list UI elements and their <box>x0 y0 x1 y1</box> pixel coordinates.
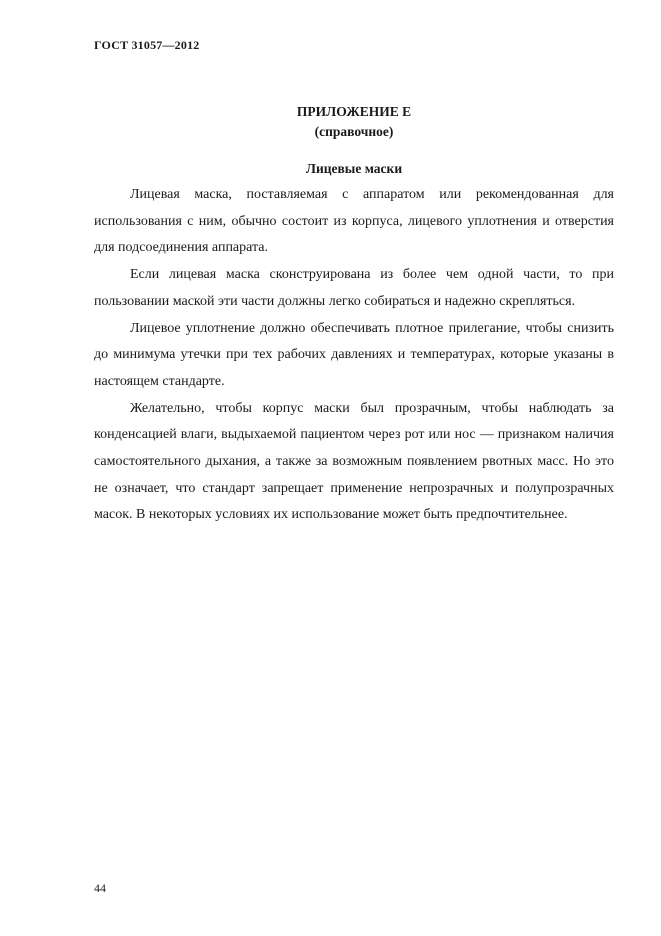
paragraph-2: Если лицевая маска сконструирована из более чем одной части, то при пользовании маской эти части должны легко собираться и надежно скрепляться. <box>94 267 614 309</box>
appendix-subtitle: (справочное) <box>314 124 394 139</box>
paragraph-4: Желательно, чтобы корпус маски был прозрачным, чтобы наблюдать за конденсацией влаги, выдыхаемой пациентом через рот или нос — признаком наличия самостоятельного дыхания, а также за возможным появлением рвотных масс. Но это не означает, что стандарт запрещает применение непрозрачных и полупрозрачных масок. В некоторых условиях их использование может быть предпочтительнее. <box>94 400 614 523</box>
document-code-header: ГОСТ 31057—2012 <box>94 38 200 52</box>
body-text <box>94 182 614 529</box>
page-number: 44 <box>94 881 106 895</box>
paragraph-1: Лицевая маска, поставляемая с аппаратом или рекомендованная для использования с ним, обычно состоит из корпуса, лицевого уплотнения и отверстия для подсоединения аппарата. <box>94 187 614 256</box>
appendix-title: ПРИЛОЖЕНИЕ Е <box>296 104 412 119</box>
section-title: Лицевые маски <box>305 161 403 176</box>
paragraph-3: Лицевое уплотнение должно обеспечивать плотное прилегание, чтобы снизить до минимума утечки при тех рабочих давлениях и температурах, которые указаны в настоящем стандарте. <box>94 320 614 389</box>
